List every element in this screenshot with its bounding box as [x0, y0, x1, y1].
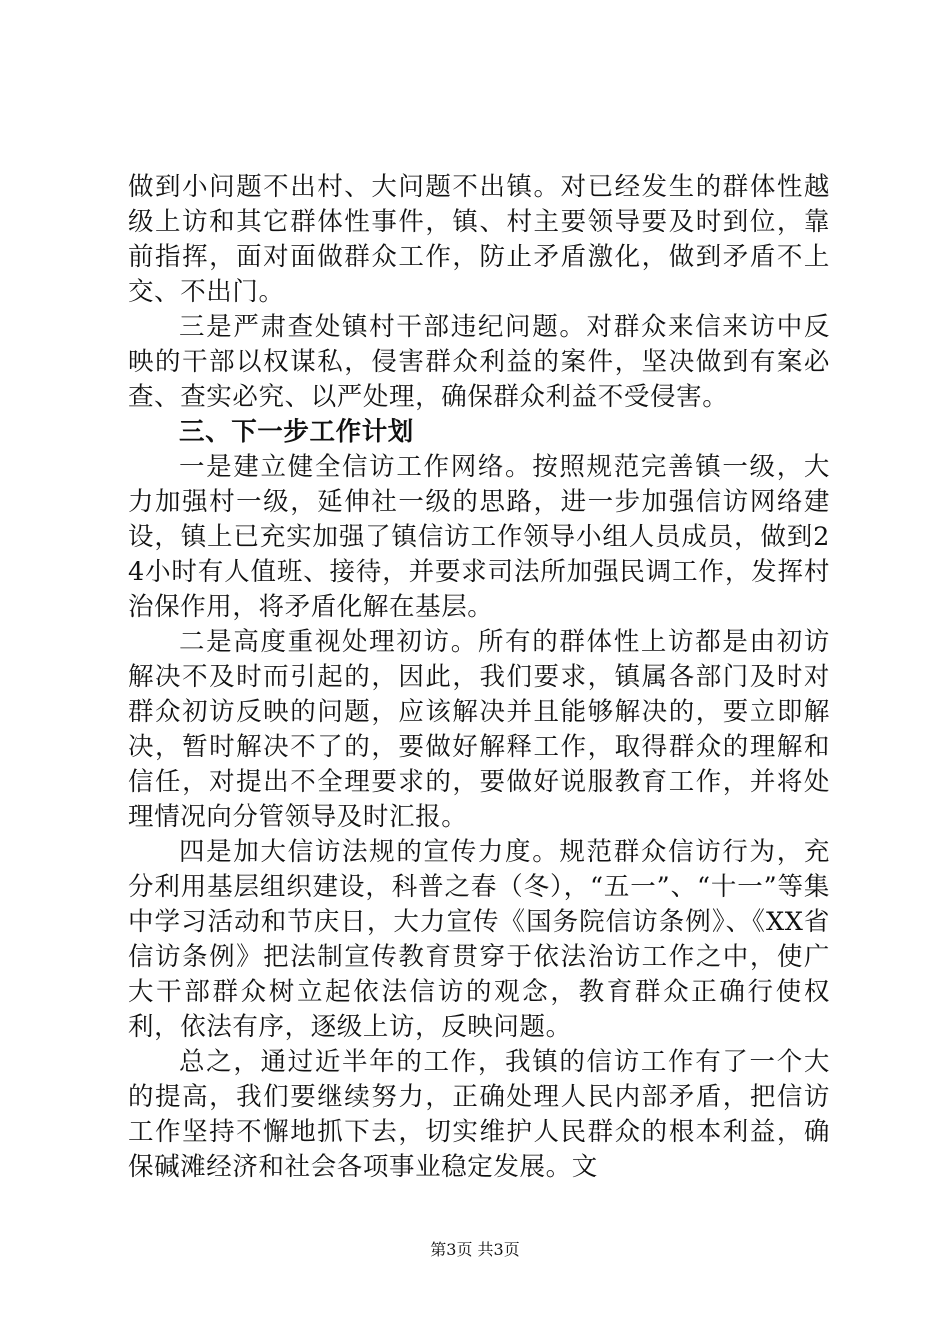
paragraph-continuation: 做到小问题不出村、大问题不出镇。对已经发生的群体性越级上访和其它群体性事件，镇、村主要领导要及时到位，靠前指挥，面对面做群众工作，防止矛盾激化，做到矛盾不上交、不出门。	[128, 172, 830, 307]
paragraph-investigation: 三是严肃查处镇村干部违纪问题。对群众来信来访中反映的干部以权谋私，侵害群众利益的案件，坚决做到有案必查、查实必究、以严处理，确保群众利益不受侵害。	[128, 312, 830, 412]
paragraph-summary: 总之，通过近半年的工作，我镇的信访工作有了一个大的提高，我们要继续努力，正确处理人民内部矛盾，把信访工作坚持不懈地抓下去，切实维护人民群众的根本利益，确保碱滩经济和社会各项事业稳定发展。文	[128, 1047, 830, 1182]
section-heading: 三、下一步工作计划	[179, 417, 414, 447]
page-number-footer: 第3页 共3页	[430, 1240, 520, 1259]
paragraph-initial-visit: 二是高度重视处理初访。所有的群体性上访都是由初访解决不及时而引起的，因此，我们要求，镇属各部门及时对群众初访反映的问题，应该解决并且能够解决的，要立即解决，暂时解决不了的，要做好解释工作，取得群众的理解和信任，对提出不全理要求的，要做好说服教育工作，并将处理情况向分管领导及时汇报。	[128, 627, 830, 832]
document-body	[128, 170, 830, 1185]
paragraph-network: 一是建立健全信访工作网络。按照规范完善镇一级，大力加强村一级，延伸社一级的思路，进一步加强信访网络建设，镇上已充实加强了镇信访工作领导小组人员成员，做到24小时有人值班、接待，并要求司法所加强民调工作，发挥村治保作用，将矛盾化解在基层。	[128, 452, 830, 622]
paragraph-publicity: 四是加大信访法规的宣传力度。规范群众信访行为，充分利用基层组织建设，科普之春（冬），“五一”、“十一”等集中学习活动和节庆日，大力宣传《国务院信访条例》、《XX省信访条例》把法制宣传教育贯穿于依法治访工作之中，使广大干部群众树立起依法信访的观念，教育群众正确行使权利，依法有序，逐级上访，反映问题。	[128, 837, 830, 1042]
